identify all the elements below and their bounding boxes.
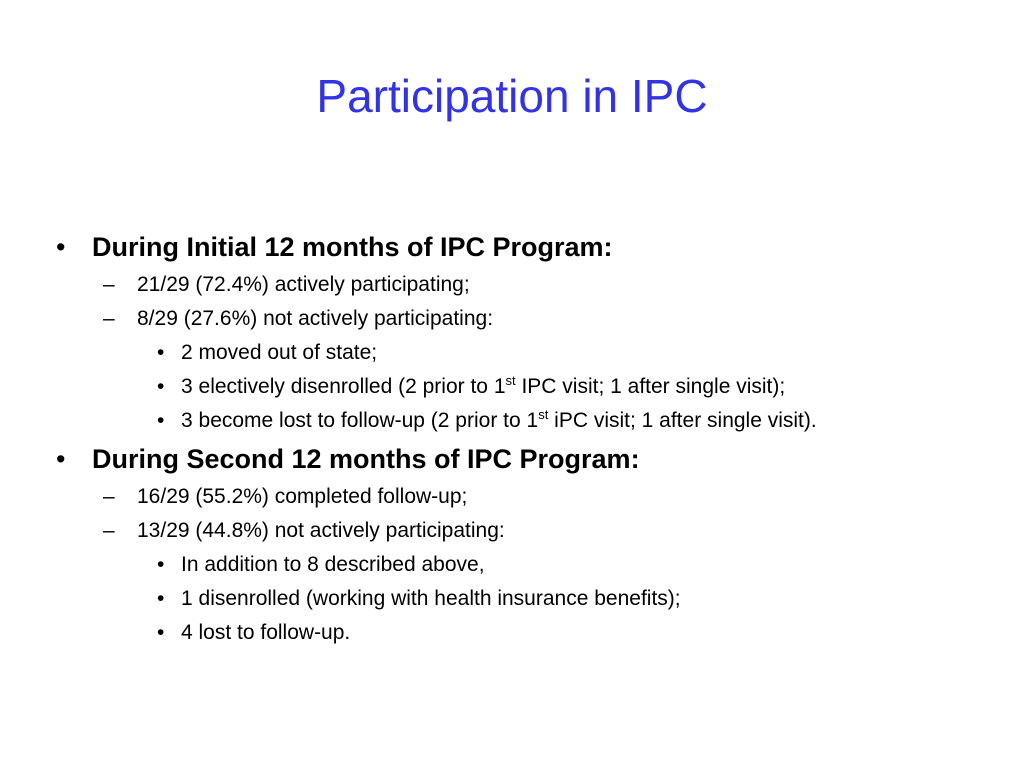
sub-list-item xyxy=(0,616,1024,650)
bullet-icon: • xyxy=(157,341,165,364)
list-item xyxy=(0,268,1024,302)
bullet-icon: • xyxy=(157,621,165,644)
section-heading-initial xyxy=(0,226,1024,268)
sub-list-item-text-post: IPC visit; 1 after single visit); xyxy=(515,375,786,398)
section-heading-second xyxy=(0,438,1024,480)
sub-list-item-text: 4 lost to follow-up. xyxy=(181,621,351,644)
dash-icon: – xyxy=(103,307,115,330)
bullet-icon: • xyxy=(157,375,165,398)
sub-list-item-text-pre: 3 become lost to follow-up (2 prior to 1 xyxy=(181,409,539,432)
sub-list-item-text-pre: 3 electively disenrolled (2 prior to 1 xyxy=(181,375,506,398)
bullet-icon: • xyxy=(56,232,66,262)
section-heading-text: During Initial 12 months of IPC Program: xyxy=(92,232,613,262)
list-item-text: 21/29 (72.4%) actively participating; xyxy=(137,273,470,296)
sub-list-item-text-post: iPC visit; 1 after single visit). xyxy=(548,409,817,432)
sub-list-item-text: 2 moved out of state; xyxy=(181,341,378,364)
dash-icon: – xyxy=(103,485,115,508)
dash-icon: – xyxy=(103,519,115,542)
list-item xyxy=(0,302,1024,336)
sub-list-item xyxy=(0,404,1024,438)
ordinal-superscript: st xyxy=(505,373,516,388)
sub-list-item xyxy=(0,548,1024,582)
sub-list-item xyxy=(0,336,1024,370)
bullet-icon: • xyxy=(157,553,165,576)
list-item-text: 16/29 (55.2%) completed follow-up; xyxy=(137,485,468,508)
list-item xyxy=(0,514,1024,548)
bullet-icon: • xyxy=(157,587,165,610)
ordinal-superscript: st xyxy=(538,407,549,422)
list-item-text: 13/29 (44.8%) not actively participating: xyxy=(137,519,505,542)
sub-list-item-text: 1 disenrolled (working with health insurance benefits); xyxy=(181,587,681,610)
slide-content xyxy=(0,226,1024,650)
section-heading-text: During Second 12 months of IPC Program: xyxy=(92,444,640,474)
list-item-text: 8/29 (27.6%) not actively participating: xyxy=(137,307,494,330)
sub-list-item xyxy=(0,370,1024,404)
bullet-icon: • xyxy=(157,409,165,432)
sub-list-item xyxy=(0,582,1024,616)
bullet-icon: • xyxy=(56,444,66,474)
sub-list-item-text: In addition to 8 described above, xyxy=(181,553,485,576)
list-item xyxy=(0,480,1024,514)
slide-title: Participation in IPC xyxy=(316,70,708,122)
dash-icon: – xyxy=(103,273,115,296)
